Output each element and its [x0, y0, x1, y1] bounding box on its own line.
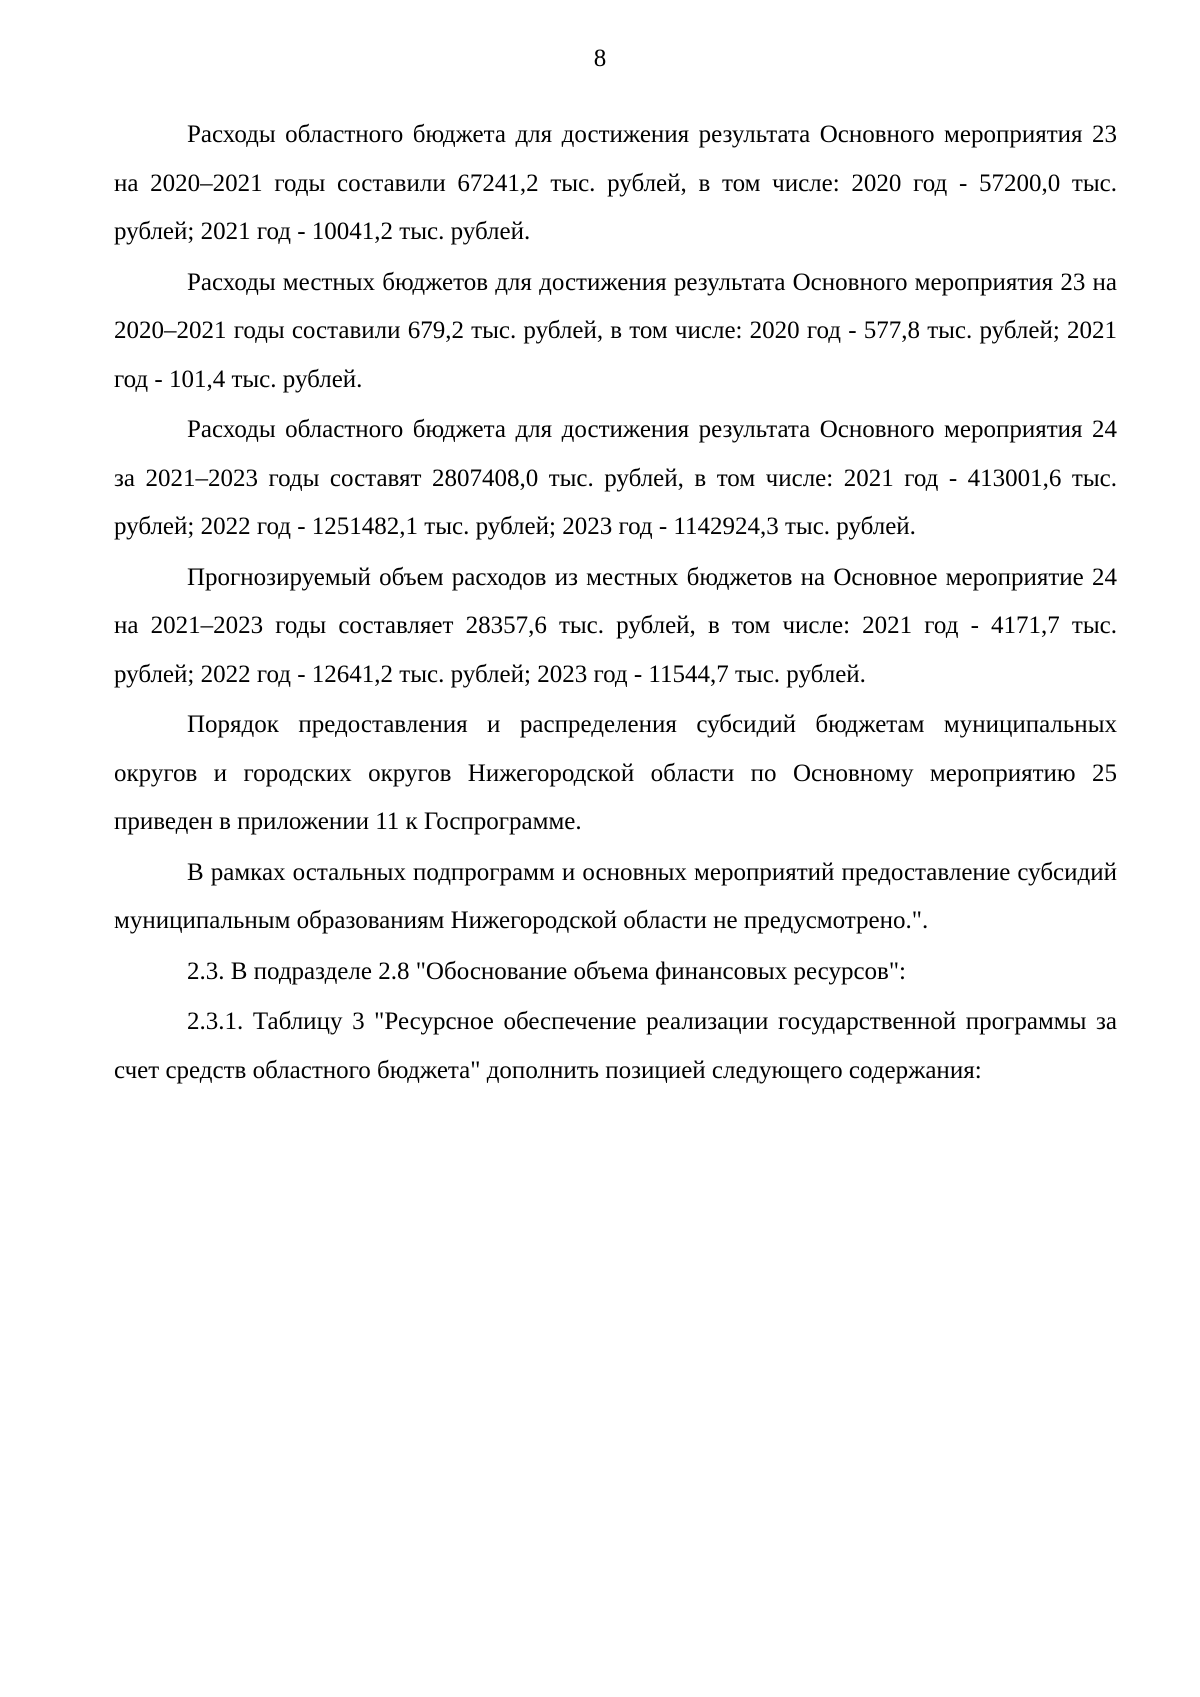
paragraph-budget-measure-23-regional: Расходы областного бюджета для достижения результата Основного мероприятия 23 на 2020–2021 годы составили 67241,2 тыс. рублей, в том числе: 2020 год - 57200,0 тыс. рублей; 2021 год - 10041,2 тыс. рублей.: [114, 121, 1117, 245]
paragraph-subsidy-procedure-measure-25: Порядок предоставления и распределения субсидий бюджетам муниципальных округов и городских округов Нижегородской области по Основному мероприятию 25 приведен в приложении 11 к Госпрограмме.: [114, 711, 1117, 835]
page-number: 8: [593, 45, 607, 72]
paragraph-section-2-3: 2.3. В подразделе 2.8 "Обоснование объема финансовых ресурсов":: [187, 957, 906, 985]
paragraph-budget-measure-23-local: Расходы местных бюджетов для достижения результата Основного мероприятия 23 на 2020–2021 годы составили 679,2 тыс. рублей, в том числе: 2020 год - 577,8 тыс. рублей; 2021 год - 101,4 тыс. рублей.: [114, 268, 1117, 393]
paragraph-other-subprograms: В рамках остальных подпрограмм и основных мероприятий предоставление субсидий муниципальным образованиям Нижегородской области не предусмотрено.".: [114, 858, 1117, 934]
paragraph-budget-measure-24-regional: Расходы областного бюджета для достижения результата Основного мероприятия 24 за 2021–2023 годы составят 2807408,0 тыс. рублей, в том числе: 2021 год - 413001,6 тыс. рублей; 2022 год - 1251482,1 тыс. рублей; 2023 год - 1142924,3 тыс. рублей.: [114, 416, 1117, 540]
paragraph-section-2-3-1: 2.3.1. Таблицу 3 "Ресурсное обеспечение реализации государственной программы за счет средств областного бюджета" дополнить позицией следующего содержания:: [114, 1008, 1117, 1084]
paragraph-budget-measure-24-local: Прогнозируемый объем расходов из местных бюджетов на Основное мероприятие 24 на 2021–2023 годы составляет 28357,6 тыс. рублей, в том числе: 2021 год - 4171,7 тыс. рублей; 2022 год - 12641,2 тыс. рублей; 2023 год - 11544,7 тыс. рублей.: [114, 563, 1117, 688]
document-body: [114, 111, 1117, 1097]
